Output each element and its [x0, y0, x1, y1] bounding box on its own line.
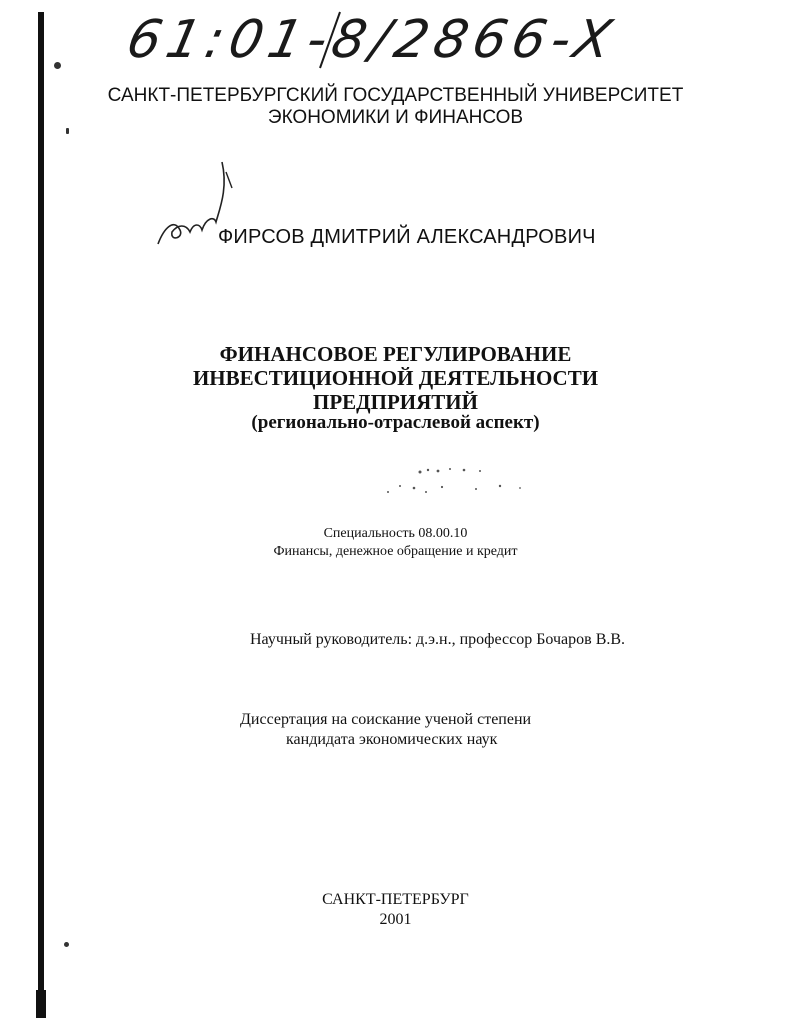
- title-line-2: ИНВЕСТИЦИОННОЙ ДЕЯТЕЛЬНОСТИ: [192, 366, 599, 390]
- scan-left-edge-bar: [38, 12, 44, 1002]
- year: 2001: [379, 911, 412, 928]
- scientific-supervisor: Научный руководитель: д.э.н., профессор Бочаров В.В.: [250, 631, 626, 648]
- stamp-residue: [380, 462, 530, 502]
- university-name-line-2: ЭКОНОМИКИ И ФИНАНСОВ: [267, 107, 524, 128]
- archive-number-underline: [140, 4, 590, 84]
- scan-edge-mark: [36, 990, 46, 1018]
- specialty-name: Финансы, денежное обращение и кредит: [273, 544, 518, 559]
- archive-number: 61:01-8/2866-X: [121, 10, 623, 70]
- city: САНКТ-ПЕТЕРБУРГ: [322, 891, 469, 908]
- scan-dot: [54, 62, 61, 69]
- scan-dot: [64, 942, 69, 947]
- title-line-1: ФИНАНСОВОЕ РЕГУЛИРОВАНИЕ: [219, 342, 572, 366]
- author-name: ФИРСОВ ДМИТРИЙ АЛЕКСАНДРОВИЧ: [218, 226, 596, 248]
- degree-line-2: кандидата экономических наук: [286, 731, 498, 748]
- title-subtitle: (регионально-отраслевой аспект): [251, 412, 540, 433]
- title-line-3: ПРЕДПРИЯТИЙ: [313, 390, 478, 414]
- specialty-code: Специальность 08.00.10: [323, 526, 468, 541]
- university-name-line-1: САНКТ-ПЕТЕРБУРГСКИЙ ГОСУДАРСТВЕННЫЙ УНИВЕРСИТЕТ: [107, 85, 684, 106]
- degree-line-1: Диссертация на соискание ученой степени: [240, 711, 532, 728]
